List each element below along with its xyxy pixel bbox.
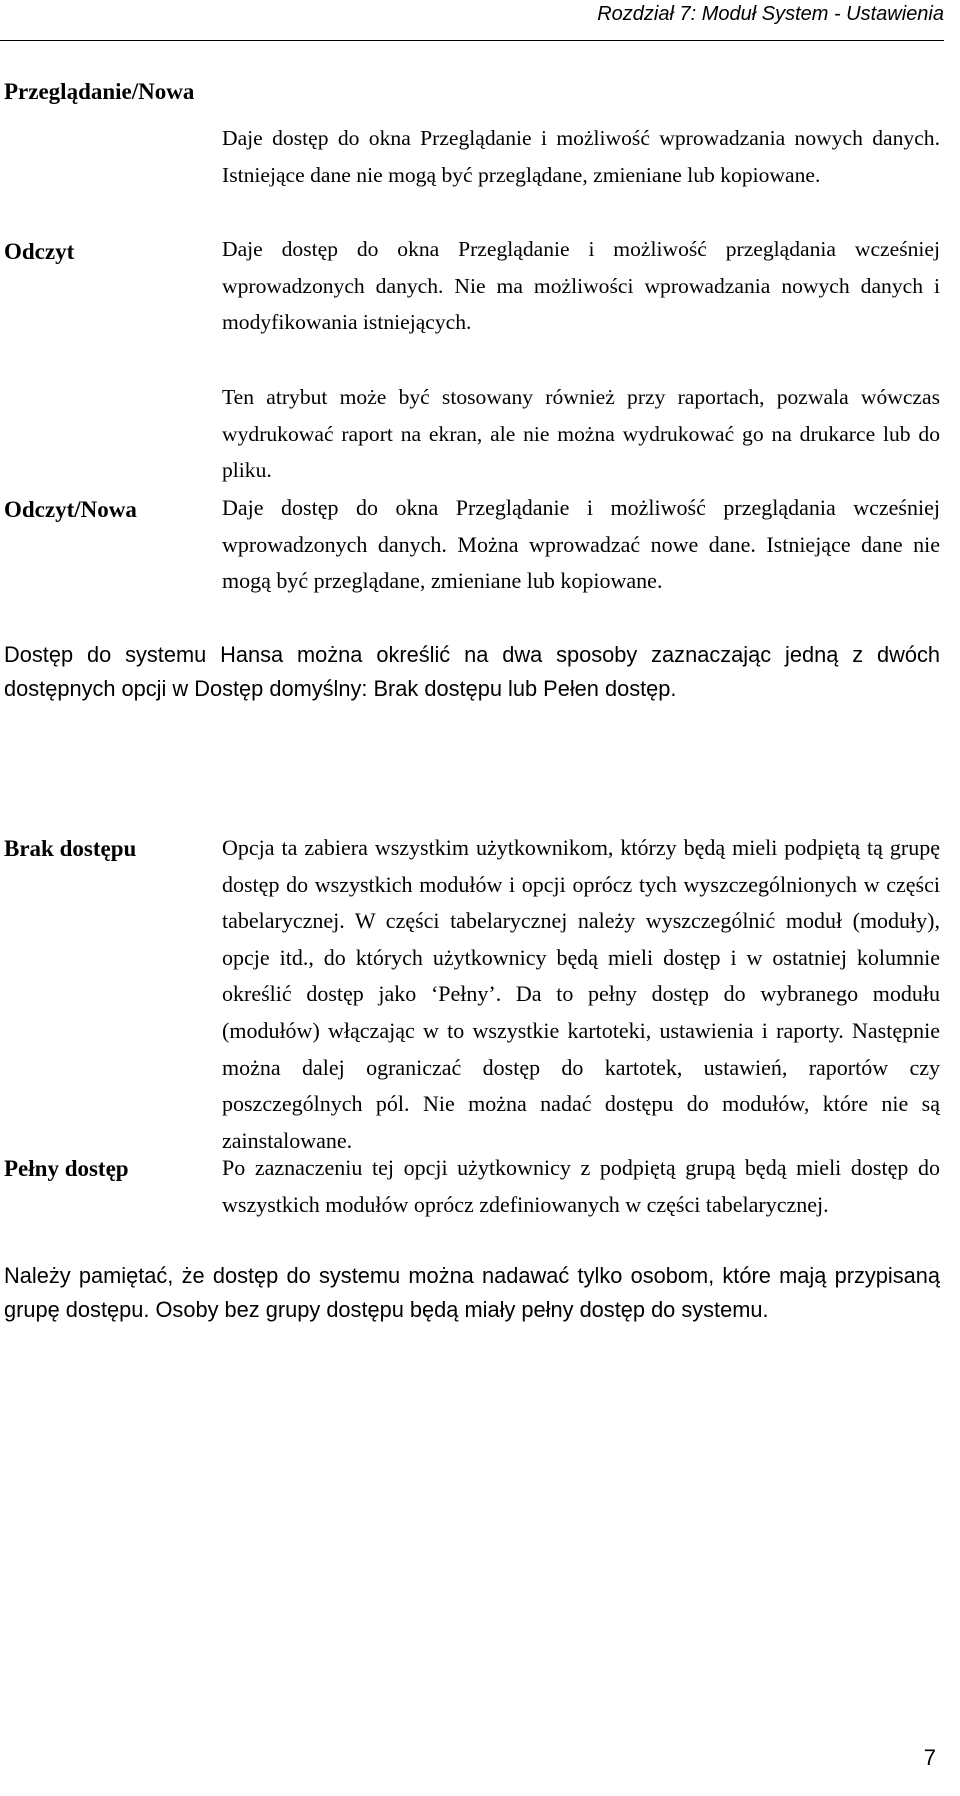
przegladanie-nowa-description: Daje dostęp do okna Przeglądanie i możliwość wprowadzania nowych danych. Istniejące dane nie mogą być przeglądane, zmieniane lub kopiowane. [222,126,940,187]
header-rule [0,40,944,41]
section-title: Przeglądanie/Nowa [4,79,195,104]
brak-dostepu-description: Opcja ta zabiera wszystkim użytkownikom, którzy będą mieli podpiętą tą grupę dostęp do wszystkich modułów i opcji oprócz tych wyszczególnionych w części tabelarycznej. W części tabelarycznej należy wyszczególnić moduł (moduły), opcje itd., do których użytkownicy będą mieli dostęp i w ostatniej kolumnie określić dostęp jako ‘Pełny’. Da to pełny dostęp do wybranego modułu (modułów) włączając w to wszystkie kartoteki, ustawienia i raporty. Następnie można dalej ograniczać dostęp do kartotek, ustawień, raportów czy poszczególnych pól. Nie można nadać dostępu do modułów, które nie są zainstalowane. [222,835,940,1153]
page-number: 7 [923,1745,936,1770]
term-brak-dostepu: Brak dostępu [4,836,137,861]
closing-note-paragraph: Należy pamiętać, że dostęp do systemu można nadawać tylko osobom, które mają przypisaną grupę dostępu. Osoby bez grupy dostępu będą miały pełny dostęp do systemu. [4,1263,940,1322]
odczyt-description: Daje dostęp do okna Przeglądanie i możliwość przeglądania wcześniej wprowadzonych danych. Nie ma możliwości wprowadzania nowych danych i modyfikowania istniejących. [222,237,940,335]
term-pelny-dostep: Pełny dostęp [4,1156,129,1181]
running-header: Rozdział 7: Moduł System - Ustawienia [597,3,944,25]
term-odczyt-nowa: Odczyt/Nowa [4,497,137,522]
odczyt-note: Ten atrybut może być stosowany również przy raportach, pozwala wówczas wydrukować raport na ekran, ale nie można wydrukować go na drukarce lub do pliku. [222,385,940,483]
pelny-dostep-description: Po zaznaczeniu tej opcji użytkownicy z podpiętą grupą będą mieli dostęp do wszystkich modułów oprócz zdefiniowanych w części tabelarycznej. [222,1155,940,1217]
term-odczyt: Odczyt [4,239,75,264]
access-intro-paragraph: Dostęp do systemu Hansa można określić na dwa sposoby zaznaczając jedną z dwóch dostępnych opcji w Dostęp domyślny: Brak dostępu lub Pełen dostęp. [4,642,940,701]
odczyt-nowa-description: Daje dostęp do okna Przeglądanie i możliwość przeglądania wcześniej wprowadzonych danych. Można wprowadzać nowe dane. Istniejące dane nie mogą być przeglądane, zmieniane lub kopiowane. [222,495,940,594]
